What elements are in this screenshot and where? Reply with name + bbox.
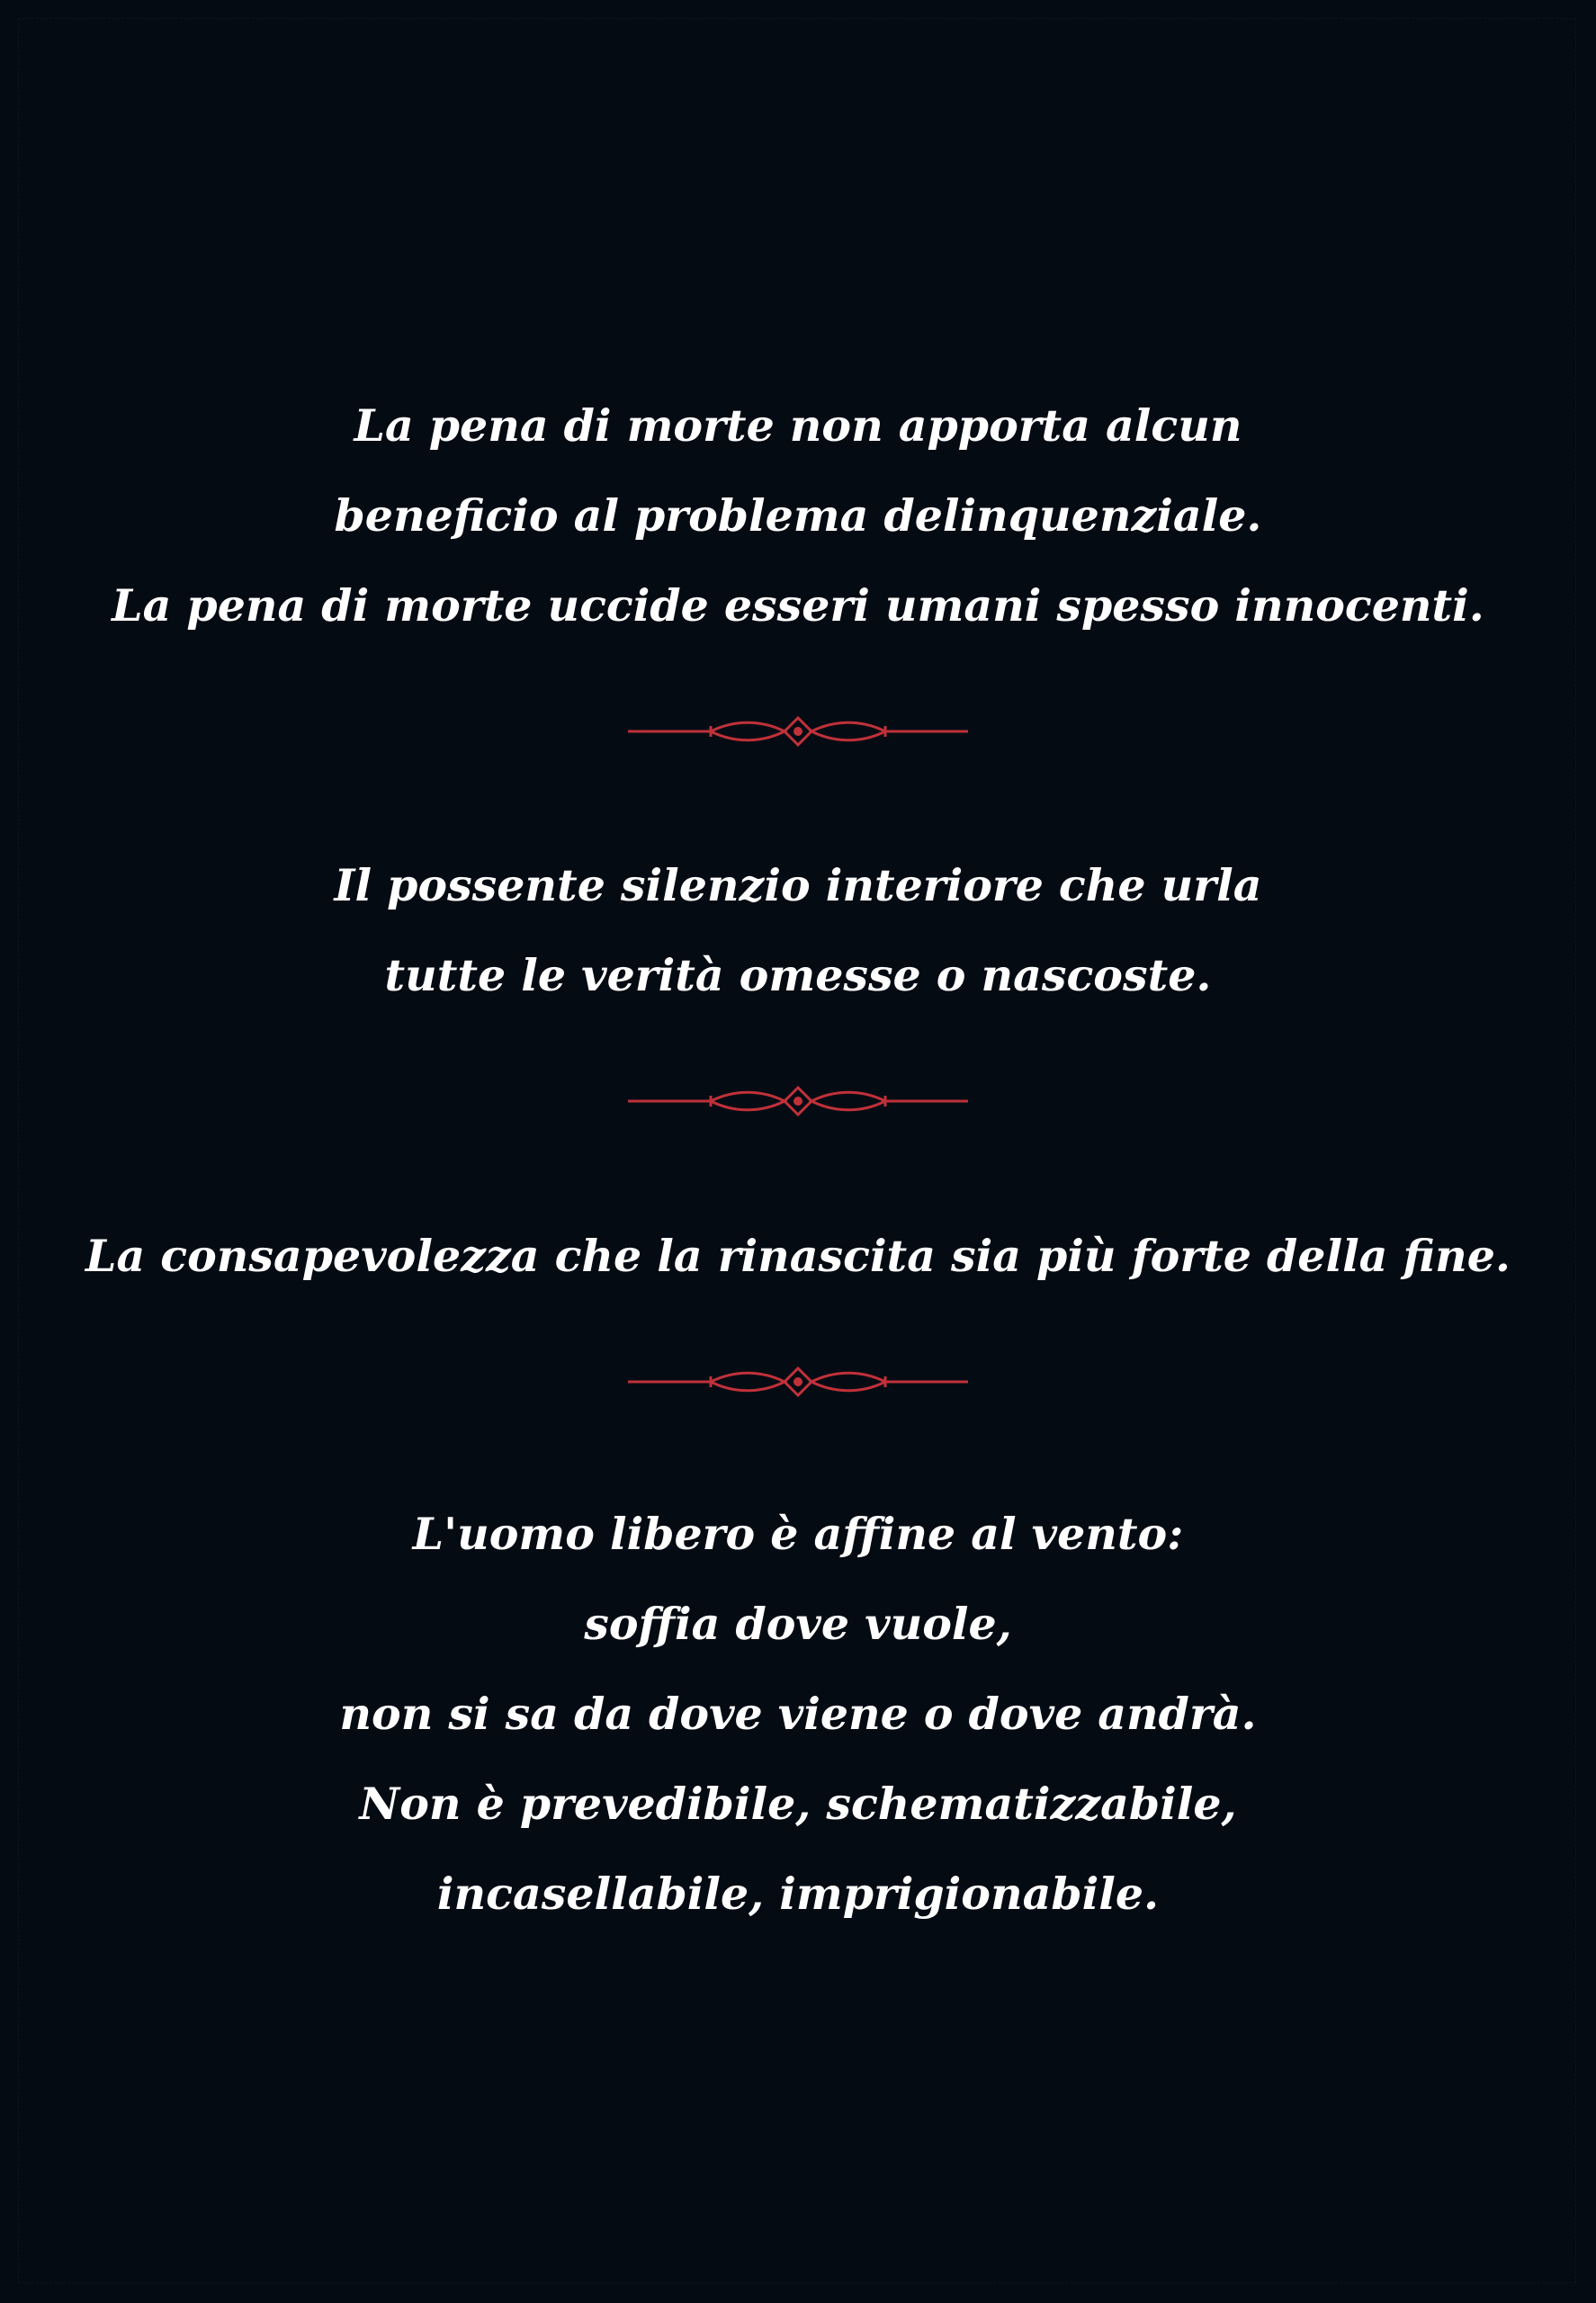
- stanza-3-line-1: La consapevolezza che la rinascita sia più forte della fine.: [85, 1230, 1511, 1282]
- stanza-4-line-2: soffia dove vuole,: [584, 1598, 1012, 1650]
- ornamental-divider-svg: [628, 1364, 968, 1400]
- ornamental-divider-svg: [628, 713, 968, 749]
- stanza-4-line-4: Non è prevedibile, schematizzabile,: [359, 1778, 1237, 1830]
- ornamental-divider-icon: [628, 1083, 968, 1119]
- stanza-4: [0, 1489, 1596, 1939]
- stanza-4-line-1: L'uomo libero è affine al vento:: [412, 1508, 1184, 1560]
- stanza-1-line-1: La pena di morte non apporta alcun: [354, 399, 1242, 452]
- stanza-4-line-3: non si sa da dove viene o dove andrà.: [339, 1688, 1257, 1740]
- stanza-1: [0, 381, 1596, 650]
- ornamental-divider-svg: [628, 1083, 968, 1119]
- stanza-1-line-2: beneficio al problema delinquenziale.: [334, 489, 1262, 542]
- ornamental-divider-icon: [628, 713, 968, 749]
- stanza-2: [0, 840, 1596, 1020]
- stanza-2-line-1: Il possente silenzio interiore che urla: [334, 859, 1262, 911]
- stanza-4-line-5: incasellabile, imprigionabile.: [436, 1868, 1160, 1920]
- stanza-3: [0, 1211, 1596, 1301]
- ornamental-divider-icon: [628, 1364, 968, 1400]
- stanza-2-line-2: tutte le verità omesse o nascoste.: [384, 949, 1212, 1001]
- stanza-1-line-3: La pena di morte uccide esseri umani spesso innocenti.: [112, 579, 1484, 632]
- page-border: [18, 18, 1576, 2283]
